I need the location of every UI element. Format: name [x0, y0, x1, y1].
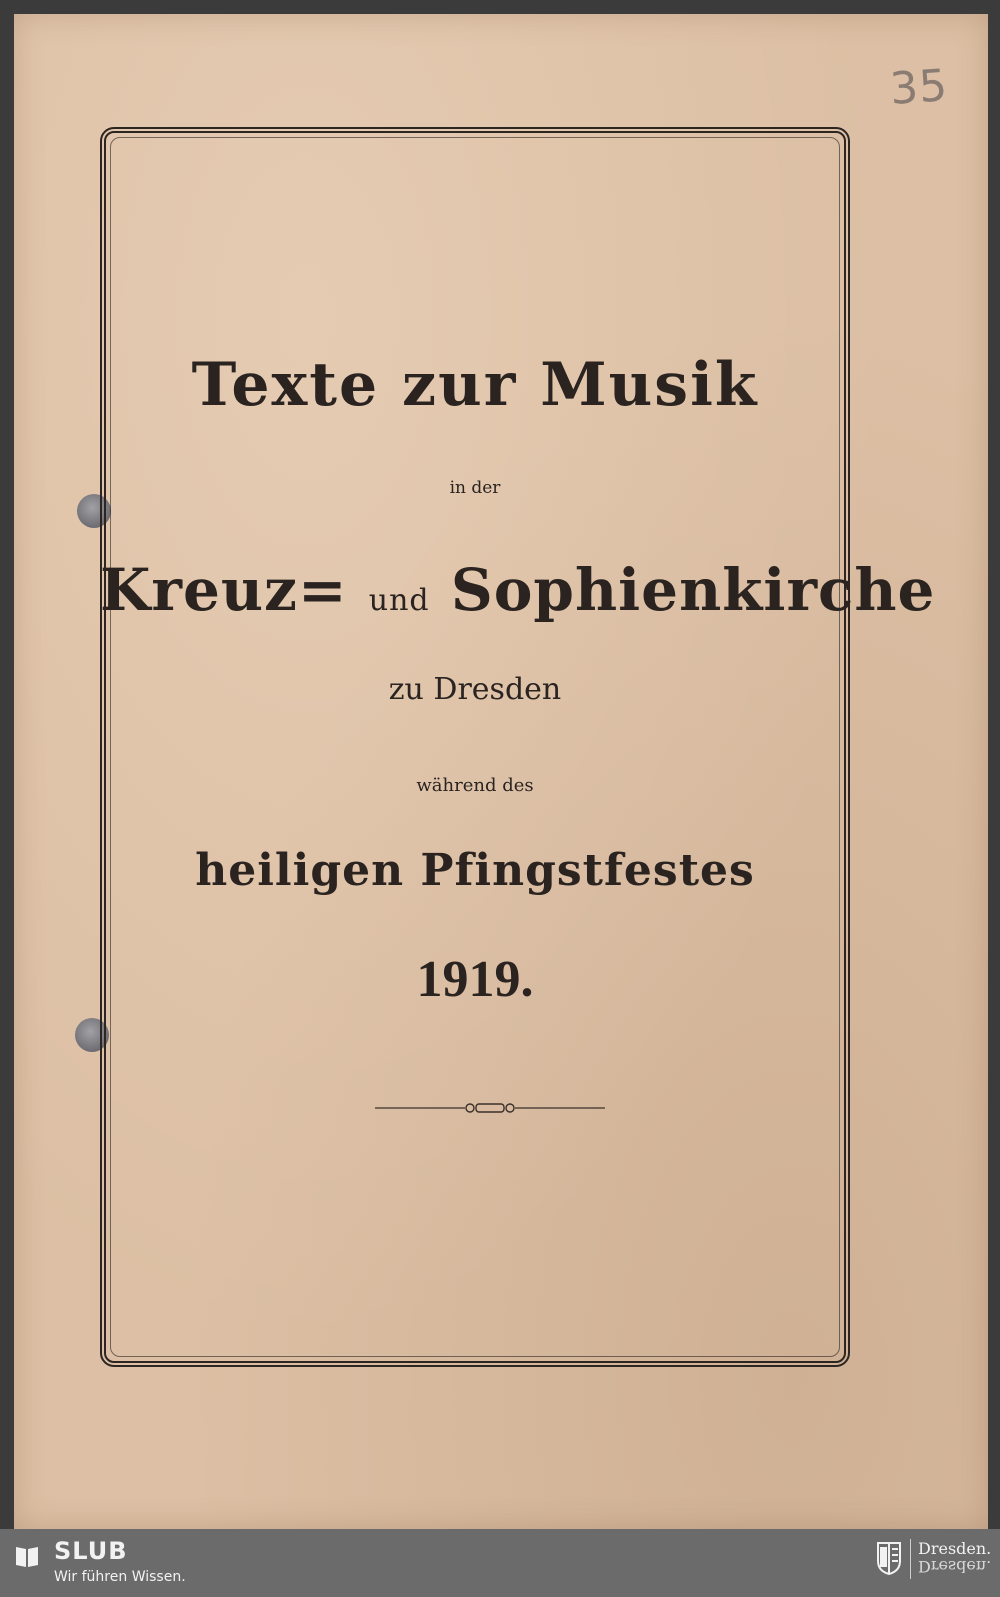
year: 1919. — [416, 951, 534, 1008]
church-name-sophien: Sophienkirche — [450, 556, 936, 624]
footer-separator — [910, 1539, 911, 1579]
city-line: zu Dresden — [388, 672, 562, 707]
text-in-der: in der — [449, 478, 501, 498]
church-conjunction: und — [368, 583, 430, 618]
feast-name: heiligen Pfingstfestes — [195, 845, 755, 896]
church-name-kreuz: Kreuz= — [100, 556, 348, 624]
dresden-crest-icon — [876, 1541, 902, 1575]
handwritten-page-number: 35 — [888, 60, 950, 115]
dresden-brand-mirror: Dresden. — [918, 1557, 992, 1576]
slub-book-icon — [14, 1543, 40, 1569]
text-during: während des — [416, 775, 534, 796]
slub-tagline: Wir führen Wissen. — [54, 1569, 186, 1585]
ornament-divider — [375, 1098, 605, 1118]
footer-bar — [0, 1529, 1000, 1597]
document-title: Texte zur Musik — [191, 350, 759, 420]
church-names — [100, 556, 936, 624]
slub-name: SLUB — [54, 1537, 128, 1565]
decorative-border-frame — [100, 127, 850, 1367]
dresden-brand: Dresden. — [918, 1539, 992, 1558]
